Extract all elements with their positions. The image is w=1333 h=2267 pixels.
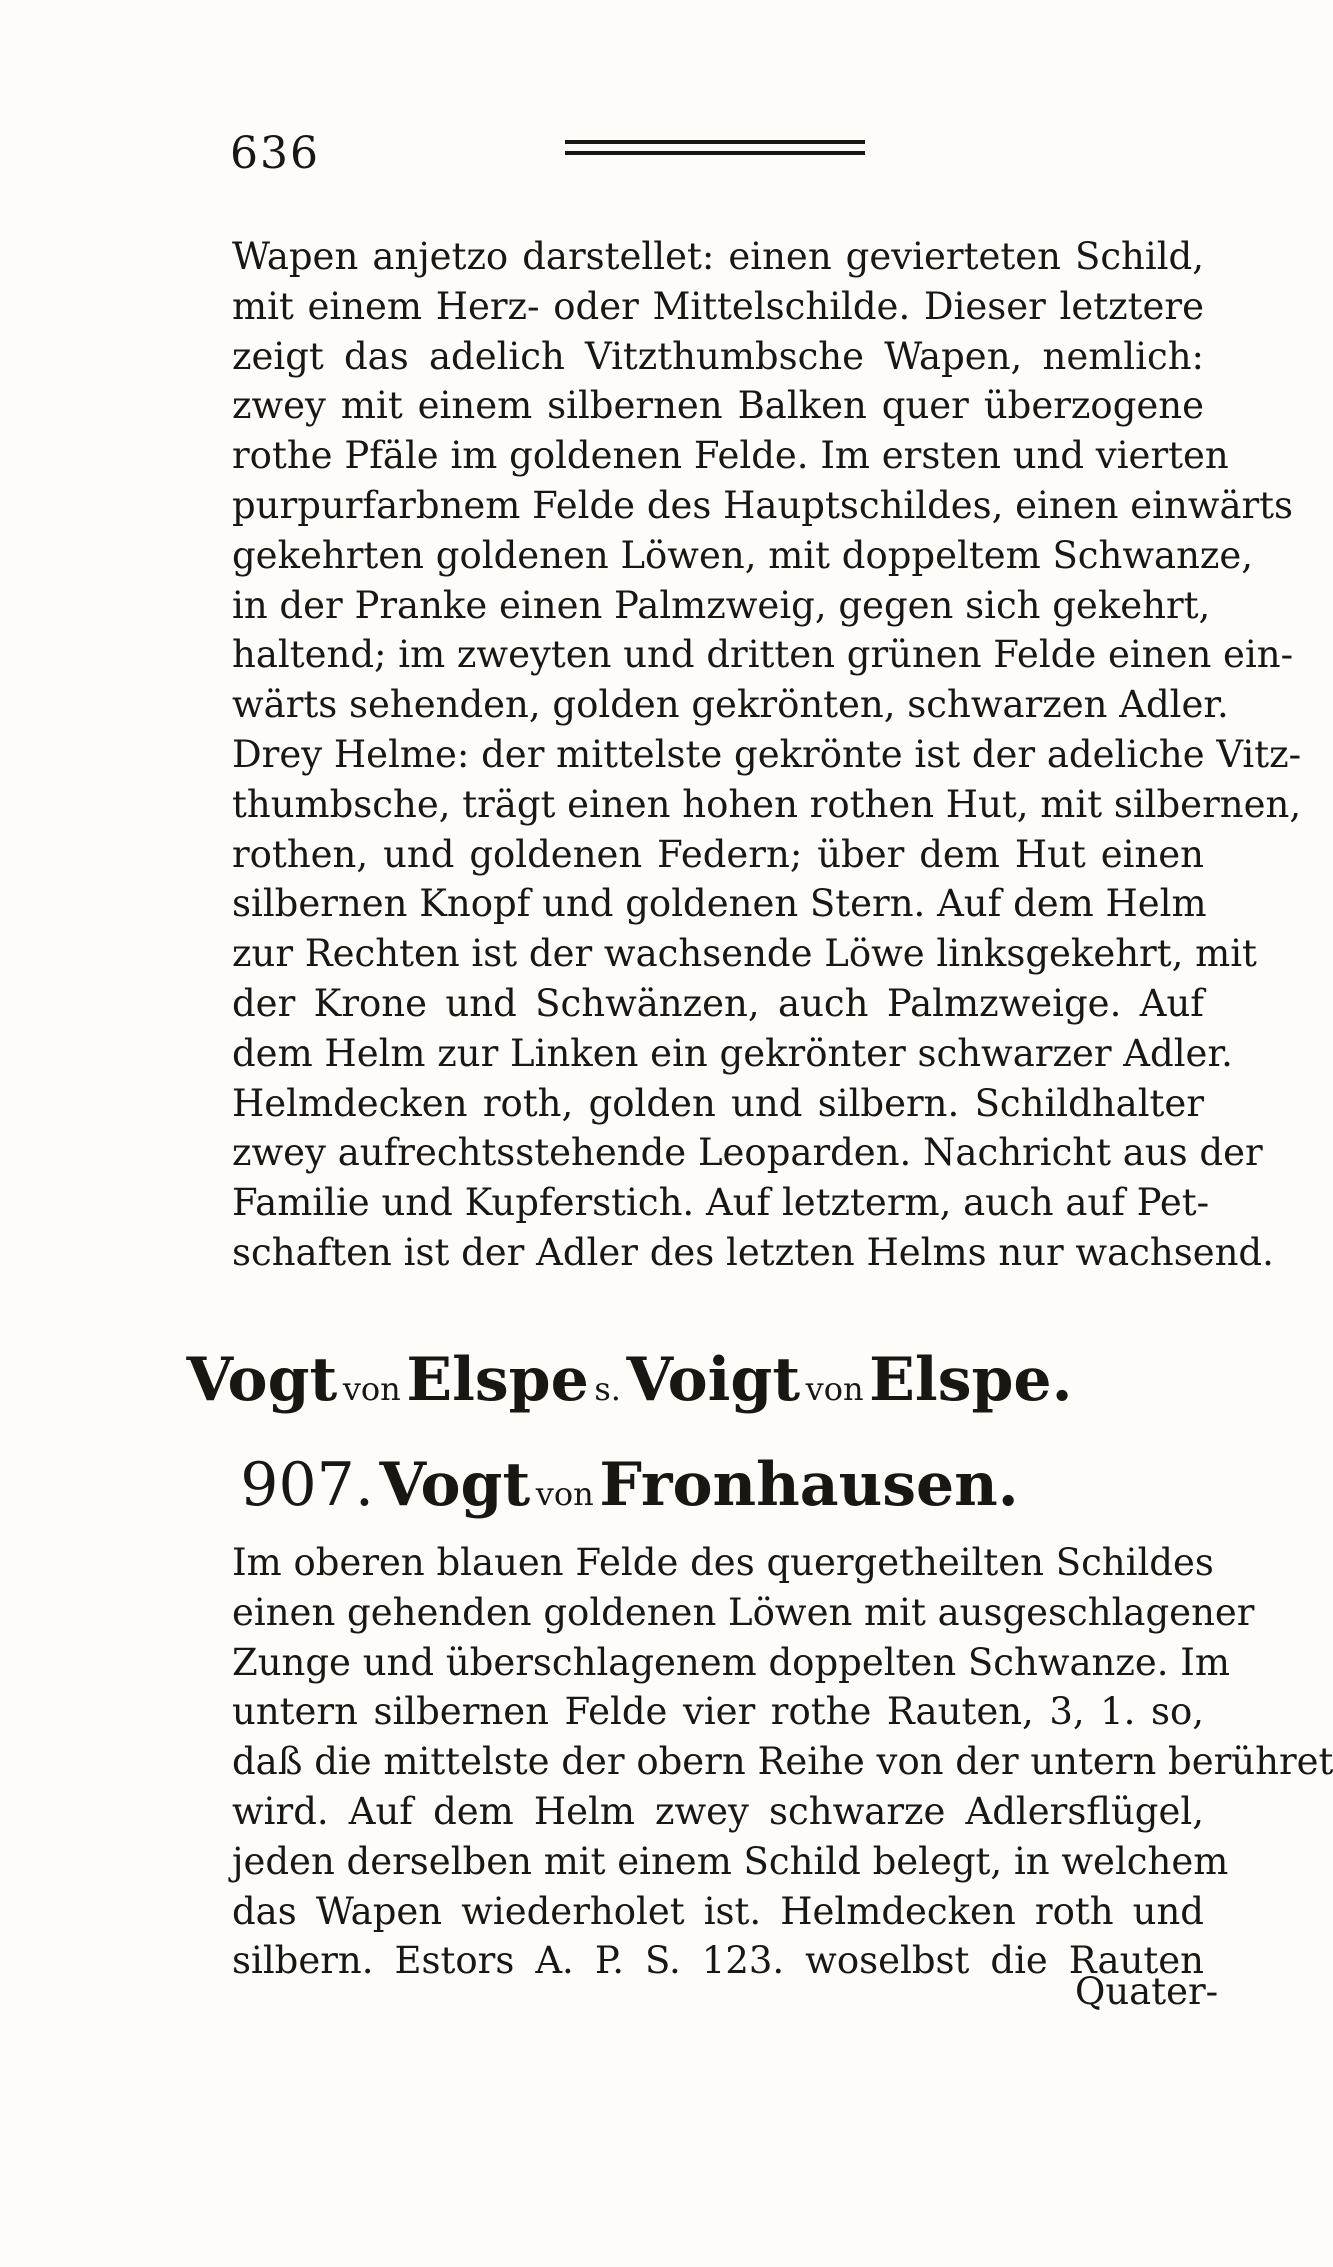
header-rule-line-bottom [565,151,865,155]
text-line: Wapen anjetzo darstellet: einen gevierteten Schild, [232,235,1204,278]
header-rule-line-top [565,140,865,144]
page-number: 636 [230,128,320,179]
heading-word: Elspe. [869,1345,1073,1415]
text-line: wärts sehenden, golden gekrönten, schwarzen Adler. [232,683,1229,727]
header-rule [565,140,865,160]
text-line: zeigt das adelich Vitzthumbsche Wapen, nemlich: [232,334,1204,378]
text-line: daß die mittelste der obern Reihe von der untern berühret [232,1740,1333,1784]
text-line: purpurfarbnem Felde des Hauptschildes, einen einwärts [232,483,1294,527]
text-line: Zunge und überschlagenem doppelten Schwanze. Im [232,1640,1230,1684]
text-line: dem Helm zur Linken ein gekrönter schwarzer Adler. [232,1031,1233,1075]
paragraph-2 [232,1538,1333,1986]
heading-word: Elspe [406,1345,589,1415]
text-line: untern silbernen Felde vier rothe Rauten, 3, 1. so, [232,1690,1204,1734]
text-line: in der Pranke einen Palmzweig, gegen sich gekehrt, [232,583,1211,627]
text-line: zwey mit einem silbernen Balken quer überzogene [232,384,1204,428]
text-line: zur Rechten ist der wachsende Löwe linksgekehrt, mit [232,932,1257,976]
text-line: zwey aufrechtsstehende Leoparden. Nachricht aus der [232,1131,1263,1175]
heading-word: von [805,1370,864,1408]
text-line: Drey Helme: der mittelste gekrönte ist der adeliche Vitz- [232,732,1302,776]
text-line: schaften ist der Adler des letzten Helms nur wachsend. [232,1230,1274,1274]
heading-word: s. [594,1370,621,1408]
text-line: einen gehenden goldenen Löwen mit ausgeschlagener [232,1590,1255,1634]
text-line: jeden derselben mit einem Schild belegt, in welchem [232,1839,1229,1883]
text-line: thumbsche, trägt einen hohen rothen Hut, mit silbernen, [232,782,1302,826]
text-line: silbernen Knopf und goldenen Stern. Auf dem Helm [232,882,1207,926]
text-line: Familie und Kupferstich. Auf letzterm, auch auf Pet- [232,1181,1210,1225]
heading-word: Vogt [379,1450,531,1520]
heading-word: von [535,1475,594,1513]
entry-number: 907. [240,1450,374,1520]
paragraph-1 [232,232,1302,1278]
entry-heading [0,1450,1259,1520]
heading-word: Vogt [186,1345,338,1415]
text-line: silbern. Estors A. P. S. 123. woselbst die Rauten [232,1939,1204,1983]
text-line: wird. Auf dem Helm zwey schwarze Adlersflügel, [232,1789,1204,1833]
text-line: gekehrten goldenen Löwen, mit doppeltem Schwanze, [232,533,1254,577]
text-line: Im oberen blauen Felde des quergetheilten Schildes [232,1541,1214,1584]
cross-reference-heading [0,1345,1259,1415]
text-line: mit einem Herz- oder Mittelschilde. Dieser letztere [232,284,1204,328]
heading-word: Fronhausen. [599,1450,1019,1520]
text-line: Helmdecken roth, golden und silbern. Schildhalter [232,1081,1204,1125]
text-line: rothe Pfäle im goldenen Felde. Im ersten und vierten [232,434,1229,478]
text-line: der Krone und Schwänzen, auch Palmzweige. Auf [232,981,1204,1025]
heading-word: Voigt [626,1345,801,1415]
text-line: rothen, und goldenen Federn; über dem Hut einen [232,832,1204,876]
heading-word: von [342,1370,401,1408]
text-line: haltend; im zweyten und dritten grünen Felde einen ein- [232,633,1294,677]
text-line: das Wapen wiederholet ist. Helmdecken roth und [232,1889,1204,1933]
catchword: Quater- [1075,1970,1219,2013]
